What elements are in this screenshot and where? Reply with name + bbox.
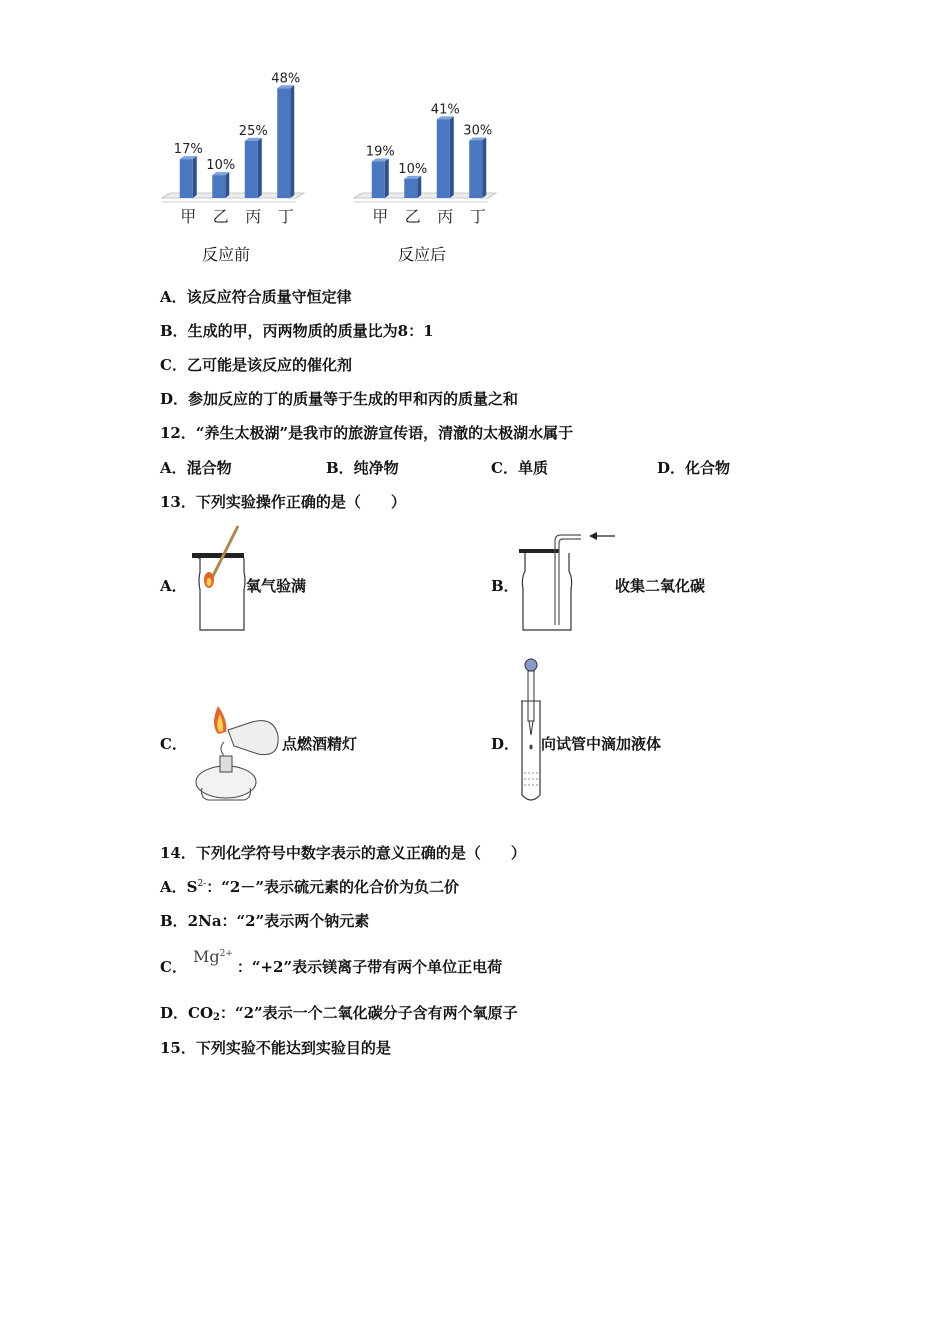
chart-0-bar-1 (212, 175, 225, 198)
q13-option-c-letter: C． (160, 735, 187, 753)
q13-stem: 13．下列实验操作正确的是（ ） (160, 493, 406, 511)
q14-option-a (160, 876, 459, 897)
chart-1-bar-side-2 (450, 116, 454, 198)
co2-collection-illustration (515, 525, 620, 635)
chart-1-category-0: 甲 (372, 207, 389, 226)
q12-option-b: B．纯净物 (326, 459, 399, 477)
chart-0-value-label-1: 10% (206, 158, 236, 174)
chart-0-category-0: 甲 (180, 207, 197, 226)
q14-c-prefix: C． (160, 958, 187, 976)
chart-1-bar-side-3 (482, 137, 486, 198)
chart-1-value-label-3: 30% (463, 123, 493, 139)
alcohol-lamp-illustration (188, 700, 288, 805)
chart-1-bar-0 (372, 162, 385, 198)
q13-option-a-letter: A． (160, 577, 187, 595)
chart-1-bar-1 (404, 179, 417, 198)
q14-c-sup: 2+ (219, 949, 233, 959)
chart-1-category-2: 丙 (437, 207, 454, 226)
chart-1-value-label-2: 41% (430, 102, 460, 118)
q14-a-text: ：“2－”表示硫元素的化合价为负二价 (206, 878, 459, 896)
chart-1-bar-2 (437, 119, 450, 198)
chart-after (352, 88, 502, 230)
q14-d-prefix: D．CO (160, 1004, 214, 1022)
chart-0-bar-side-2 (258, 138, 262, 198)
q14-option-d (160, 1002, 518, 1023)
chart-0-bar-3 (277, 88, 290, 198)
chart-0-bar-2 (245, 141, 258, 198)
chart-0-bar-0 (180, 159, 193, 198)
q13-option-b-caption: 收集二氧化碳 (615, 577, 706, 595)
q13-option-a-caption: 氧气验满 (246, 577, 307, 595)
q14-c-text: ：“+2”表示镁离子带有两个单位正电荷 (236, 958, 503, 976)
q13-option-d-letter: D． (491, 735, 520, 753)
chart-0-bar-side-0 (193, 156, 197, 198)
chart-0-category-3: 丁 (277, 207, 294, 226)
dropper-test-tube-illustration (516, 655, 546, 805)
q11-option-b: B．生成的甲，丙两物质的质量比为8：1 (160, 322, 434, 340)
q14-d-text: ：“2”表示一个二氧化碳分子含有两个氧原子 (219, 1004, 518, 1022)
q11-option-d: D．参加反应的丁的质量等于生成的甲和丙的质量之和 (160, 390, 519, 408)
chart-0-bar-side-1 (225, 172, 229, 198)
chart-before-title: 反应前 (202, 245, 251, 264)
chart-before (160, 70, 310, 230)
q14-a-sup: 2- (197, 879, 207, 889)
chart-0-value-label-3: 48% (271, 71, 301, 87)
chart-0-bar-side-3 (290, 85, 294, 198)
q15-stem: 15．下列实验不能达到实验目的是 (160, 1039, 391, 1057)
chart-0-category-2: 丙 (245, 207, 262, 226)
chart-0-value-label-0: 17% (173, 142, 203, 158)
q13-option-b-letter: B． (491, 577, 519, 595)
q12-option-a: A．混合物 (160, 459, 232, 477)
chart-1-value-label-0: 19% (365, 144, 395, 160)
q14-stem: 14．下列化学符号中数字表示的意义正确的是（ ） (160, 844, 526, 862)
q14-option-b: B．2Na：“2”表示两个钠元素 (160, 912, 370, 930)
chart-after-title: 反应后 (398, 245, 447, 264)
chart-1-category-3: 丁 (469, 207, 486, 226)
q11-option-a: A．该反应符合质量守恒定律 (160, 288, 352, 306)
q11-option-c: C．乙可能是该反应的催化剂 (160, 356, 352, 374)
q14-a-prefix: A．S (160, 878, 198, 896)
chart-1-bar-side-0 (385, 159, 389, 198)
q14-d-sub: 2 (213, 1012, 220, 1023)
q14-option-c (160, 947, 503, 977)
chart-1-bar-3 (469, 140, 482, 198)
q13-option-d-caption: 向试管中滴加液体 (541, 735, 662, 753)
q12-stem: 12．“养生太极湖”是我市的旅游宣传语，清澈的太极湖水属于 (160, 424, 574, 442)
q12-option-d: D．化合物 (657, 459, 731, 477)
chart-0-value-label-2: 25% (238, 123, 268, 139)
chart-1-value-label-1: 10% (398, 161, 428, 177)
chart-1-category-1: 乙 (404, 207, 421, 226)
q12-option-c: C．单质 (491, 459, 548, 477)
chart-0-category-1: 乙 (212, 207, 229, 226)
q13-option-c-caption: 点燃酒精灯 (282, 735, 358, 753)
q14-c-symbol: $Mg^{2+}$ (192, 947, 233, 966)
chart-1-bar-side-1 (417, 176, 421, 198)
